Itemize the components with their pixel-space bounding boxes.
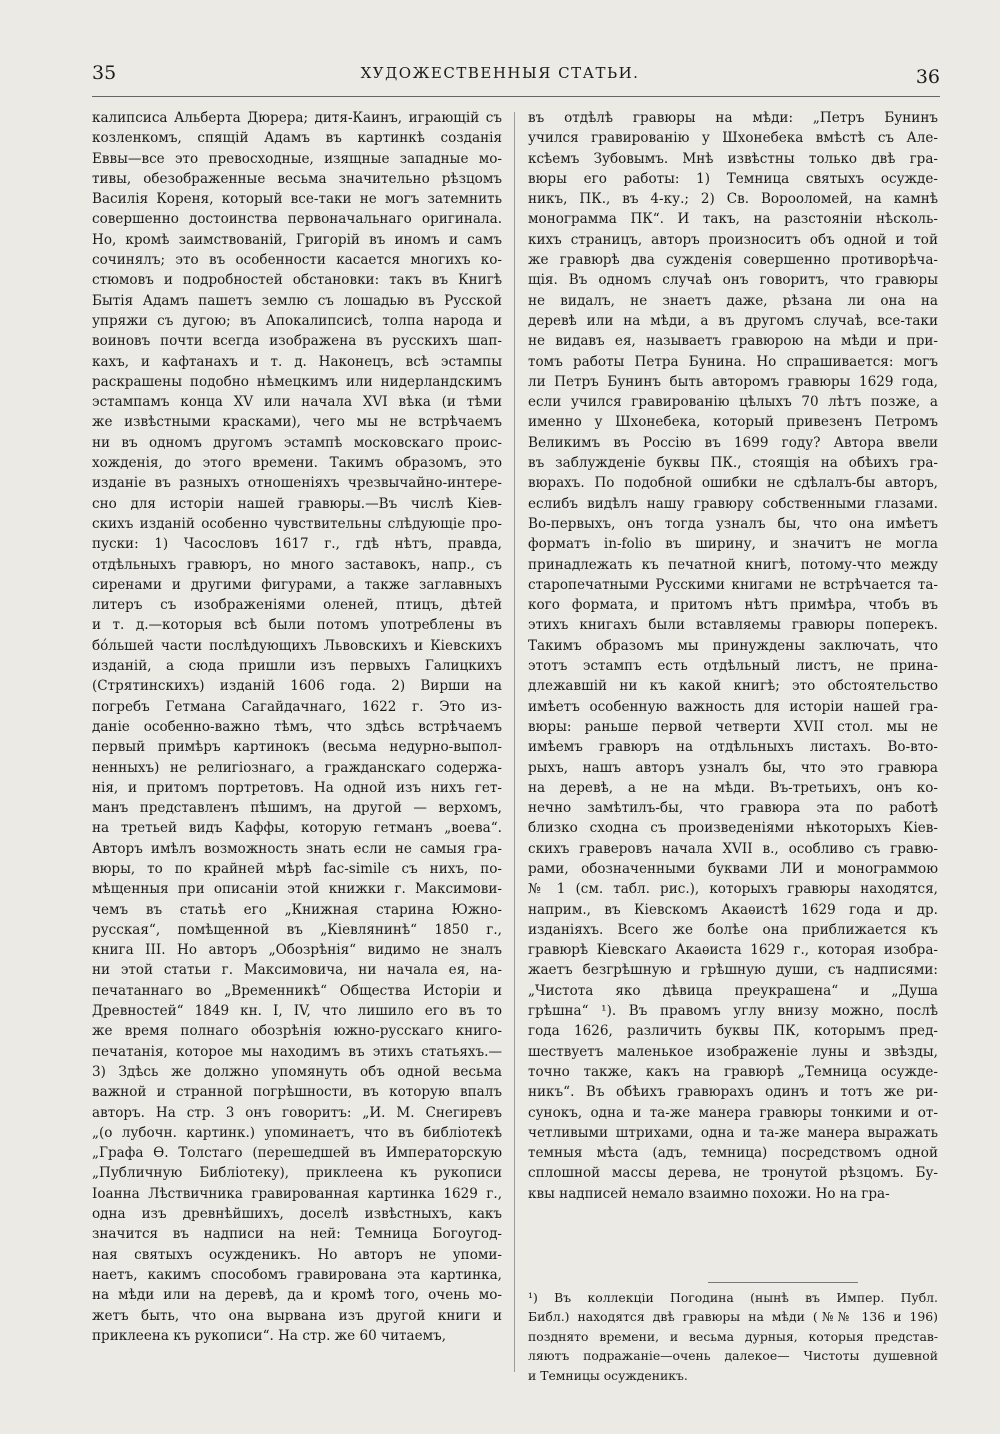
text-line: Такимъ образомъ мы принуждены заключать, что [528, 637, 938, 654]
text-line: вюры, то по крайней мѣрѣ fac-simile съ нихъ, по- [92, 860, 502, 877]
text-line: Древностей“ 1849 кн. I, IV, что лишило его въ то [92, 1003, 502, 1020]
text-line: наетъ, какимъ способомъ гравирована эта картинка, [92, 1266, 502, 1283]
text-line: чемъ въ статьѣ его „Книжная старина Южно- [92, 901, 502, 918]
text-line: пуски: 1) Часословъ 1617 г., гдѣ нѣтъ, правда, [92, 536, 502, 553]
text-line: приклеена къ рукописи“. На стр. же 60 читаемъ, [92, 1327, 447, 1344]
right-column [528, 108, 938, 1204]
footnote-line: и Темницы осужденикъ. [528, 1367, 688, 1383]
text-line: даніе особенно-важно тѣмъ, что здѣсь встрѣчаемъ [92, 718, 502, 735]
text-line: воиновъ почти всегда изображена въ русскихъ шап- [92, 333, 502, 350]
text-line: значится въ надписи на ней: Темница Богоугод- [92, 1226, 502, 1243]
text-line: Во-первыхъ, онъ тогда узналъ бы, что она имѣетъ [528, 515, 938, 532]
text-line: нія, и притомъ портретовъ. На одной изъ нихъ гет- [92, 779, 502, 796]
text-line: печатаннаго во „Временникѣ“ Общества Исторіи и [92, 982, 502, 999]
text-line: еслибъ видѣлъ нашу гравюру собственными глазами. [528, 495, 938, 512]
text-line: скихъ изданій особенно чувствительны слѣдующіе про- [92, 515, 502, 532]
text-line: же извѣстными красками), чего мы не встрѣчаемъ [92, 414, 502, 431]
text-line: отдѣльныхъ гравюръ, но много заставокъ, напр., съ [92, 556, 502, 573]
text-line: не видавъ ея, называетъ гравюрою на мѣди и при- [528, 333, 938, 350]
text-line: рами, обозначенными буквами ЛИ и монограммою [528, 860, 938, 877]
text-line: четливыми штрихами, одна и та-же манера выражать [528, 1124, 938, 1141]
text-line: сунокъ, одна и та-же манера гравюры тонкими и от- [528, 1104, 938, 1121]
text-line: точно также, какъ на гравюрѣ „Темница осужде- [528, 1063, 938, 1080]
text-line: русская“, помѣщенной въ „Кіевлянинѣ“ 1850 г., [92, 921, 502, 938]
text-line: никъ, ПК., въ 4-ку.; 2) Св. Ворооломей, на камнѣ [528, 191, 938, 208]
text-line: ненныхъ) не религіознаго, а гражданскаго содержа- [92, 759, 502, 776]
text-line: „Чистота яко дѣвица преукрашена“ и „Душа [528, 982, 938, 999]
text-line: изданій, а сюда пришли изъ первыхъ Галицкихъ [92, 658, 502, 675]
text-line: нечно замѣтилъ-бы, что гравюра эта по работѣ [528, 800, 938, 817]
text-line: изданіе въ разныхъ отношеніяхъ чрезвычайно-интере- [92, 475, 502, 492]
text-line: же гравюрѣ два сужденія совершенно противорѣча- [528, 252, 938, 269]
text-line: 3) Здѣсь же должно упомянуть объ одной весьма [92, 1063, 502, 1080]
text-line: Василія Кореня, который все-таки не могъ затемнить [92, 191, 502, 208]
text-line: наприм., въ Кіевскомъ Акаѳистѣ 1629 года и др. [528, 901, 938, 918]
text-line: именно у Шхонебека, который привезенъ Петромъ [528, 414, 938, 431]
text-line: темныя мѣста (адъ, темница) посредствомъ одной [528, 1145, 938, 1162]
text-line: скихъ граверовъ начала XVII в., особливо съ гравю- [528, 840, 938, 857]
left-column [92, 108, 502, 1346]
header-rule [92, 96, 940, 97]
text-line: на мѣди или на деревѣ, да и кромѣ того, очень мо- [92, 1287, 502, 1304]
text-line: грѣшна“ ¹). Въ правомъ углу внизу можно, послѣ [528, 1003, 938, 1020]
footnote-line: ляютъ подражаніе—очень далекое— Чистоты душевной [528, 1348, 938, 1364]
text-line: на деревѣ, а не на мѣди. Въ-третьихъ, онъ ко- [528, 779, 938, 796]
text-line: важной и странной погрѣшности, въ которую впалъ [92, 1084, 502, 1101]
text-line: монограмма ПК“. И такъ, на разстояніи нѣсколь- [528, 211, 938, 228]
text-line: книга III. Но авторъ „Обозрѣнія“ видимо не зналъ [92, 942, 502, 959]
text-line: (Стрятинскихъ) изданій 1606 года. 2) Вирши на [92, 678, 502, 695]
text-line: Но, кромѣ заимствованій, Григорій въ иномъ и самъ [92, 231, 502, 248]
text-line: тивы, обезображенные весьма значительно рѣзцомъ [92, 170, 502, 187]
text-line: рыхъ, нашъ авторъ узналъ бы, что это гравюра [528, 759, 938, 776]
text-line: одна изъ древнѣйшихъ, доселѣ извѣстныхъ, какъ [92, 1206, 502, 1223]
text-line: литеръ съ изображеніями оленей, птицъ, дѣтей [92, 597, 502, 614]
text-line: деревѣ или на мѣди, а въ другомъ случаѣ, все-таки [528, 312, 938, 329]
text-line: сно для исторіи нашей гравюры.—Въ числѣ Кіев- [92, 495, 502, 512]
text-line: хожденія, до этого времени. Такимъ образомъ, это [92, 455, 502, 472]
text-line: Бытія Адамъ пашетъ землю съ лошадью въ Русской [92, 292, 502, 309]
text-line: Еввы—все это превосходные, изящные западные мо- [92, 150, 502, 167]
column-separator [514, 112, 515, 1372]
text-line: № 1 (см. табл. рис.), которыхъ гравюры находятся, [528, 881, 938, 898]
text-line: эстампамъ конца XV или начала XVI вѣка (и тѣми [92, 394, 502, 411]
running-title: ХУДОЖЕСТВЕННЫЯ СТАТЬИ. [360, 64, 640, 82]
text-line: совершенно достоинства первоначальнаго оригинала. [92, 211, 502, 228]
text-line: изданіяхъ. Всего же болѣе она приближается къ [528, 921, 938, 938]
text-line: и т. д.—которыя всѣ были потомъ употреблены въ [92, 617, 502, 634]
text-line: вюрахъ. По подобной ошибки не сдѣлалъ-бы авторъ, [528, 475, 938, 492]
text-line: Великимъ въ Россію въ 1699 году? Автора ввели [528, 434, 938, 451]
text-line: этотъ эстампъ есть отдѣльный листъ, не прина- [528, 658, 938, 675]
text-line: длежавшій ни къ какой книгѣ; это обстоятельство [528, 678, 938, 695]
text-line: Авторъ имѣлъ возможность знать если не самыя гра- [92, 840, 502, 857]
text-line: же время полнаго обозрѣнія южно-русскаго книго- [92, 1023, 502, 1040]
text-line: вюры: раньше первой четверти XVII стол. мы не [528, 718, 938, 735]
text-line: не видалъ, не знаетъ даже, рѣзана ли она на [528, 292, 938, 309]
text-line: учился гравированію у Шхонебека вмѣстѣ съ Але- [528, 130, 938, 147]
text-line: форматъ in-folio въ ширину, и значитъ не могла [528, 536, 938, 553]
footnote-line: позднято времени, и весьма дурныя, которыя представ- [528, 1328, 938, 1344]
text-line: погребъ Гетмана Сагайдачнаго, 1622 г. Это из- [92, 698, 502, 715]
text-line: ни въ одномъ другомъ эстампѣ московскаго проис- [92, 434, 502, 451]
text-line: стюмовъ и подробностей обстановки: такъ въ Книгѣ [92, 272, 502, 289]
text-line: никъ“. Въ обѣихъ гравюрахъ одинъ и тотъ же ри- [528, 1084, 938, 1101]
text-line: „Графа Ѳ. Толстаго (перешедшей въ Императорскую [92, 1145, 502, 1162]
text-line: въ заблужденіе буквы ПК., стоящія на обѣихъ гра- [528, 455, 938, 472]
text-line: козленкомъ, спящій Адамъ въ картинкѣ созданія [92, 130, 502, 147]
text-line: принадлежать къ печатной книгѣ, потому-что между [528, 556, 938, 573]
text-line: близко сходна съ произведеніями нѣкоторыхъ Кіев- [528, 820, 938, 837]
text-line: имѣетъ особенную важность для исторіи нашей гра- [528, 698, 938, 715]
text-line: бóльшей части послѣдующихъ Львовскихъ и Кіевскихъ [92, 637, 502, 654]
text-line: мѣщенныя при описаніи этой книжки г. Максимови- [92, 881, 502, 898]
text-line: первый примѣръ картинокъ (весьма недурно-выпол- [92, 739, 502, 756]
text-line: калипсиса Альберта Дюрера; дитя-Каинъ, играющій съ [92, 110, 502, 126]
text-line: ли Петръ Бунинъ быть авторомъ гравюры 1629 года, [528, 373, 938, 390]
footnote-line: Библ.) находятся двѣ гравюры на мѣди (№№ 136 и 196) [528, 1309, 938, 1325]
text-line: манъ представленъ пѣшимъ, на другой — верхомъ, [92, 800, 502, 817]
text-line: этихъ книгахъ были вставляемы гравюры поперекъ. [528, 617, 938, 634]
footnote-line: ¹) Въ коллекціи Погодина (нынѣ въ Импер. Публ. [528, 1290, 938, 1305]
text-line: имѣемъ гравюръ на отдѣльныхъ листахъ. Во-вто- [528, 739, 938, 756]
text-line: томъ работы Петра Бунина. Но спрашивается: могъ [528, 353, 938, 370]
text-line: раскрашены подобно нѣмецкимъ или нидерландскимъ [92, 373, 502, 390]
text-line: щія. Въ одномъ случаѣ онъ говоритъ, что гравюры [528, 272, 938, 289]
text-line: гравюрѣ Кіевскаго Акаѳиста 1629 г., которая изобра- [528, 942, 938, 959]
text-line: вюры его работы: 1) Темница святыхъ осужде- [528, 170, 938, 187]
text-line: сплошной массы дерева, не тронутой рѣзцомъ. Бу- [528, 1165, 938, 1182]
text-line: „Публичную Библіотеку), приклеена къ рукописи [92, 1165, 502, 1182]
text-line: кахъ, и кафтанахъ и т. д. Наконецъ, всѣ эстампы [92, 353, 502, 370]
text-line: авторъ. На стр. 3 онъ говоритъ: „И. М. Снегиревъ [92, 1104, 502, 1121]
text-line: ни этой статьи г. Максимовича, ни начала ея, на- [92, 962, 502, 979]
text-line: старопечатными Русскими книгами не встрѣчается та- [528, 576, 938, 593]
text-line: жаетъ безгрѣшную и грѣшную души, съ надписями: [528, 962, 938, 979]
text-line: года 1626, различить буквы ПК, которымъ пред- [528, 1023, 938, 1040]
text-line: Іоанна Лѣствичника гравированная картинка 1629 г., [92, 1185, 502, 1202]
page-number-left: 35 [92, 62, 117, 84]
footnote [528, 1288, 938, 1385]
text-line: ная святыхъ осужденикъ. Но авторъ не упоми- [92, 1246, 502, 1263]
text-line: сиренами и другими фигурами, а также заглавныхъ [92, 576, 502, 593]
text-line: ксѣемъ Зубовымъ. Мнѣ извѣстны только двѣ гра- [528, 150, 938, 167]
text-line: въ отдѣлѣ гравюры на мѣди: „Петръ Бунинъ [528, 110, 938, 126]
text-line: кихъ страницъ, авторъ произноситъ объ одной и той [528, 231, 938, 248]
footnote-rule [708, 1282, 858, 1283]
page-number-right: 36 [915, 66, 940, 88]
text-line: „(о лубочн. картинк.) упоминаетъ, что въ библіотекѣ [92, 1124, 502, 1141]
text-line: кого формата, и притомъ нѣтъ примѣра, чтобъ въ [528, 597, 938, 614]
text-line: на третьей видъ Каффы, которую гетманъ „воева“. [92, 820, 502, 837]
text-line: сочинялъ; это въ особенности касается многихъ ко- [92, 252, 502, 269]
text-line: если учился гравированію цѣлыхъ 70 лѣтъ позже, а [528, 394, 938, 411]
text-line: квы надписей немало взаимно похожи. Но на гра- [528, 1185, 890, 1202]
text-line: шествуетъ маленькое изображеніе луны и звѣзды, [528, 1043, 938, 1060]
text-line: печатанія, которое мы находимъ въ этихъ статьяхъ.— [92, 1043, 502, 1060]
text-line: жетъ быть, что она вырвана изъ другой книги и [92, 1307, 502, 1324]
text-line: упряжи съ дугою; въ Апокалипсисѣ, толпа народа и [92, 312, 502, 329]
